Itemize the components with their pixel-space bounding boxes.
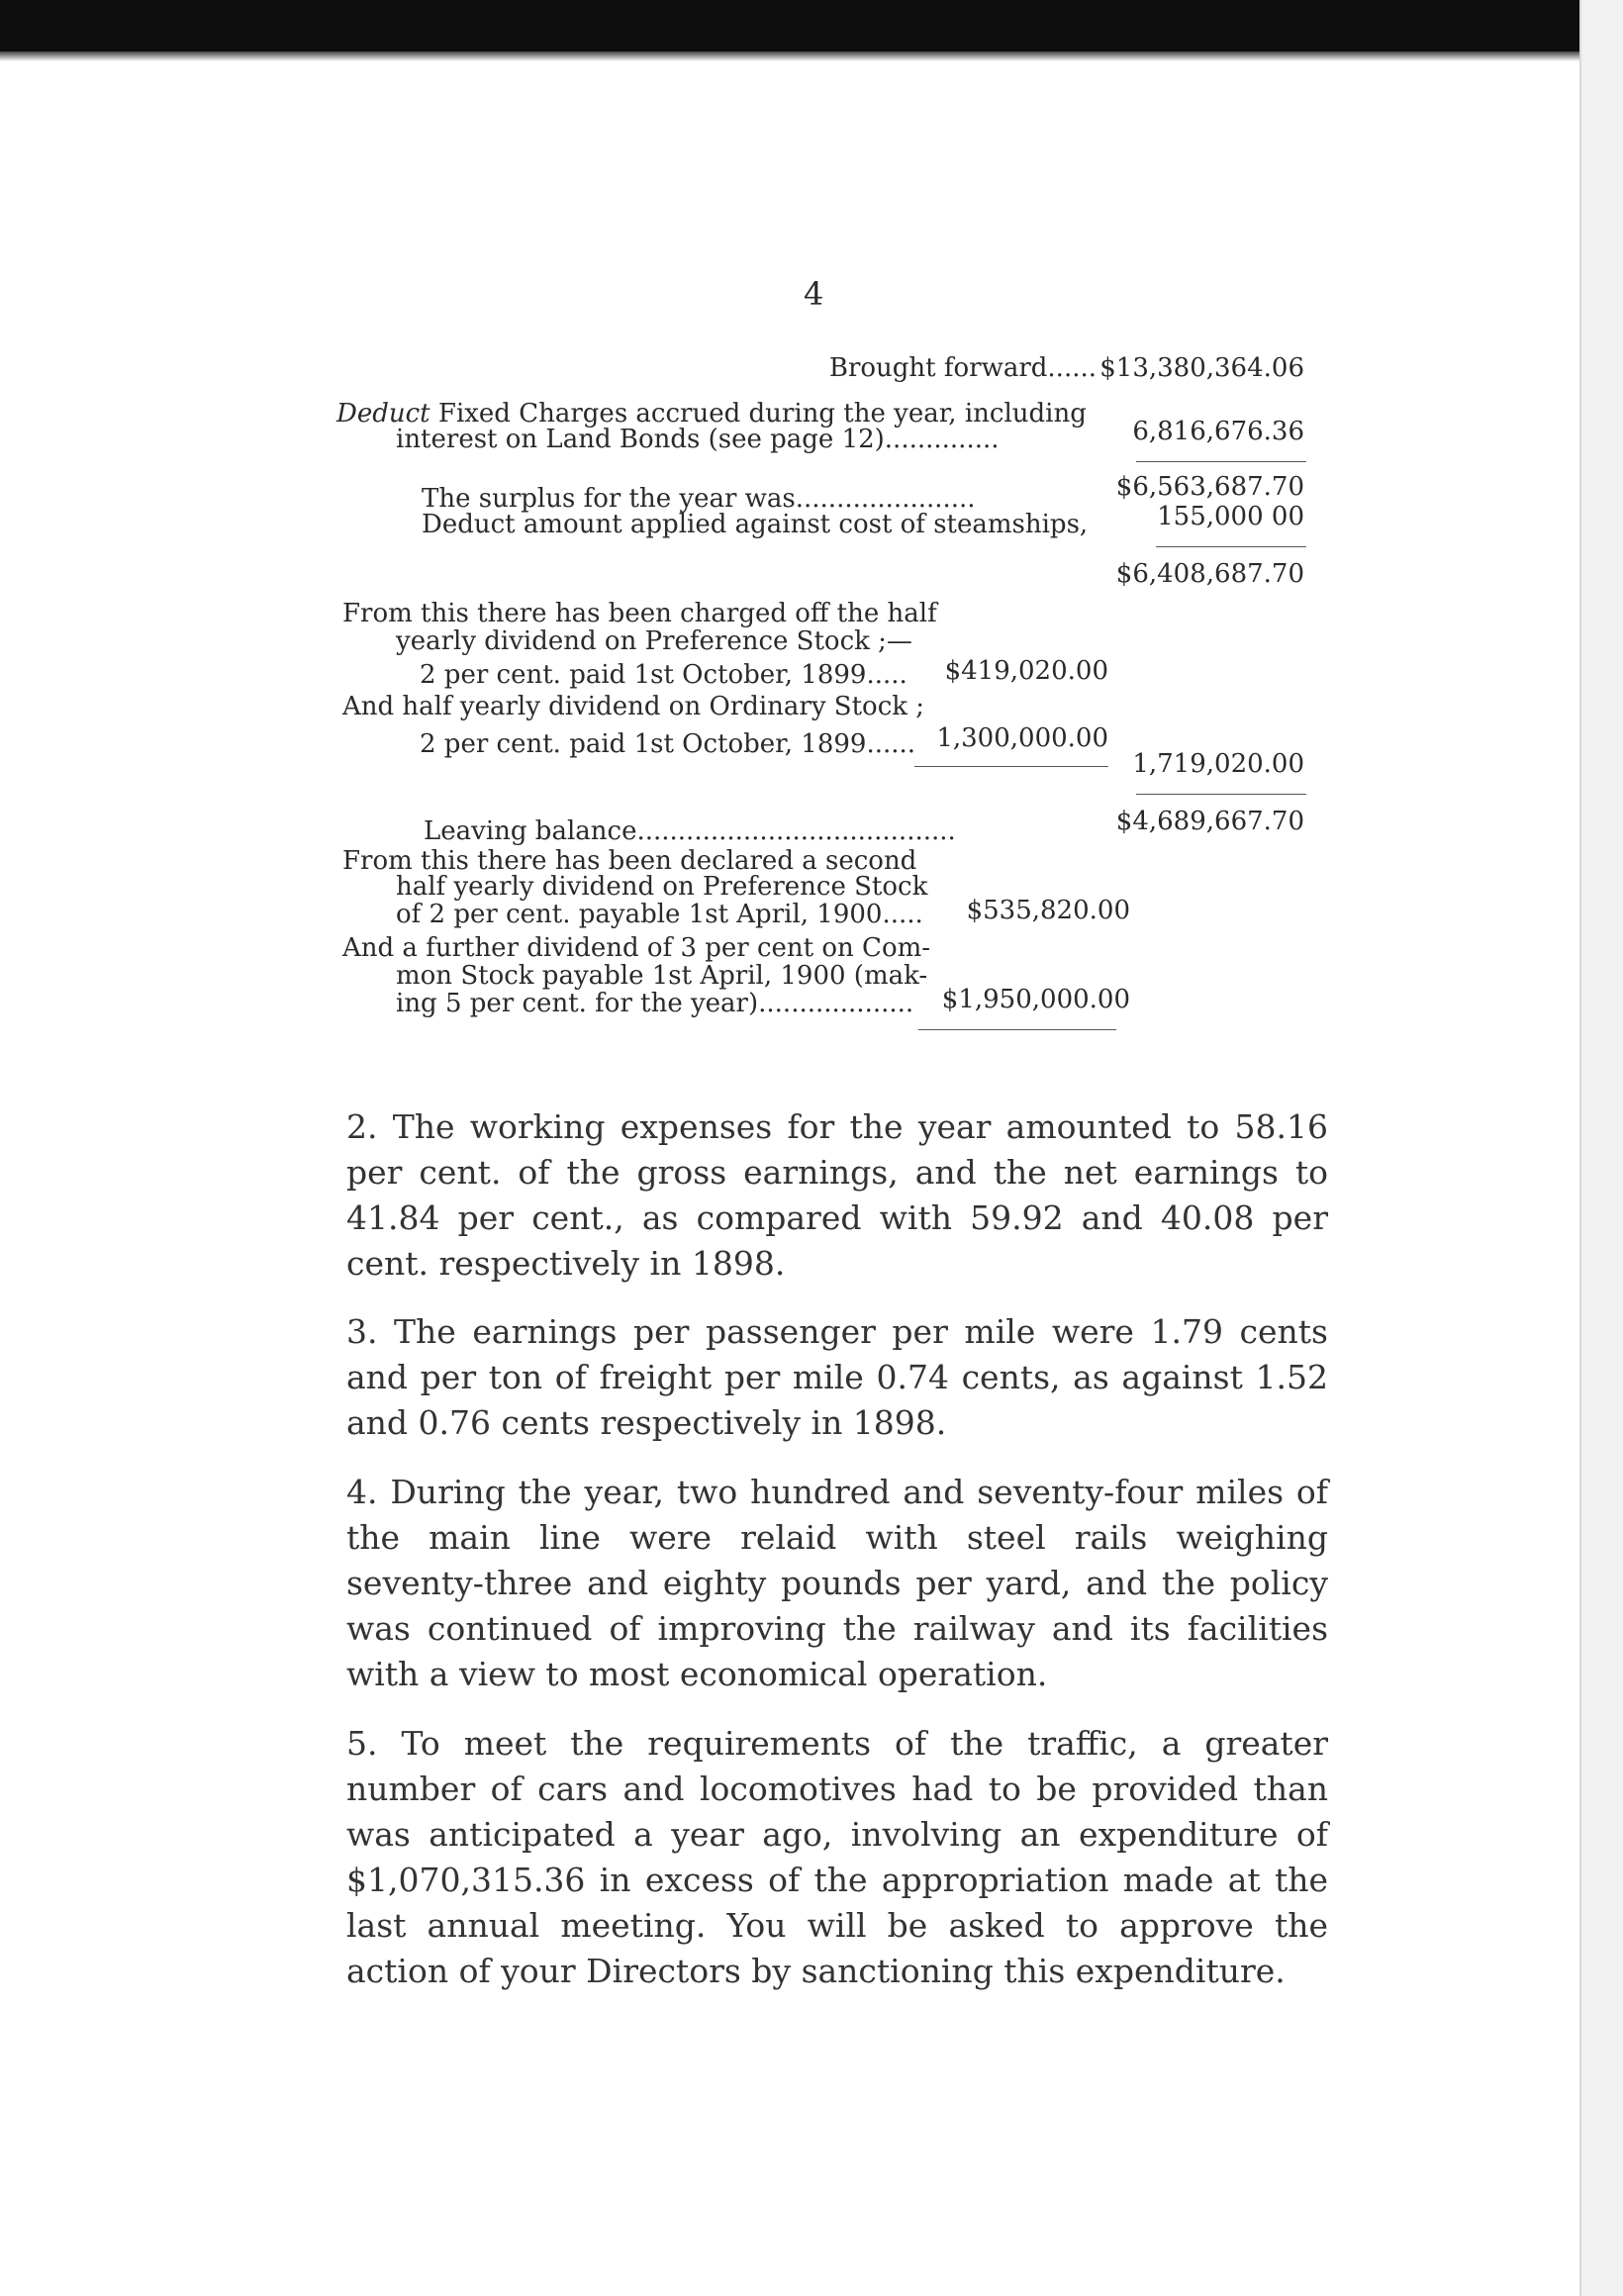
balance-label: Leaving balance....................................... (424, 816, 956, 846)
brought-forward-label: Brought forward...... (828, 353, 1097, 383)
rule (1136, 461, 1306, 462)
charged-off-line-1: From this there has been charged off the half (342, 599, 937, 628)
paragraph-equipment: 5. To meet the requirements of the traffic, a greater number of cars and locomotives had to be provided than was anticipated a year ago, involving an expenditure of $1,070,315.36 in excess of the appropriation made at the last annual meeting. You will be asked to approve the action of your Directors by sanctioning this expenditure. (346, 1724, 1328, 1990)
fixed-charges-line-2: interest on Land Bonds (see page 12).............. (396, 425, 1000, 454)
brought-forward-amount: $13,380,364.06 (1099, 353, 1304, 383)
paragraph-working-expenses: 2. The working expenses for the year amounted to 58.16 per cent. of the gross earnings, and the net earnings to 41.84 per cent., as compared with 59.92 and 40.08 per cent. respectively in 1898. (346, 1107, 1328, 1283)
ordinary-dividend-amount: 1,300,000.00 (936, 723, 1108, 753)
fixed-charges-line-1 (336, 400, 1087, 428)
deduct-lead: Deduct (336, 399, 430, 429)
declared-line-5: mon Stock payable 1st April, 1900 (mak- (396, 961, 928, 991)
rule (914, 766, 1108, 767)
fixed-charges-text: Fixed Charges accrued during the year, including (437, 399, 1087, 429)
page-number: 4 (804, 275, 824, 313)
charged-off-line-3: And half yearly dividend on Ordinary Stock ; (342, 692, 925, 721)
surplus-label: The surplus for the year was...................... (422, 484, 976, 514)
declared-line-4: And a further dividend of 3 per cent on Com- (342, 933, 931, 963)
steamships-label: Deduct amount applied against cost of steamships, (422, 510, 1089, 539)
charged-off-line-2: yearly dividend on Preference Stock ;— (396, 626, 912, 656)
common-dividend-amount: $1,950,000.00 (941, 985, 1130, 1014)
rule (1156, 546, 1306, 547)
fixed-charges-amount: 6,816,676.36 (1132, 417, 1304, 446)
preference-dividend-label: 2 per cent. paid 1st October, 1899..... (420, 660, 907, 690)
declared-line-2: half yearly dividend on Preference Stock (396, 872, 928, 902)
paragraph-rails: 4. During the year, two hundred and seventy-four miles of the main line were relaid with steel rails weighing seventy-three and eighty pounds per yard, and the policy was continued of improving the railway and its facilities with a view to most economical operation. (346, 1473, 1328, 1693)
preference-dividend-amount: $419,020.00 (944, 656, 1108, 686)
rule (1136, 794, 1306, 795)
balance-amount: $4,689,667.70 (1115, 807, 1304, 836)
declared-line-3: of 2 per cent. payable 1st April, 1900..... (396, 900, 923, 929)
declared-line-1: From this there has been declared a second (342, 846, 917, 876)
declared-line-6: ing 5 per cent. for the year)................... (396, 989, 914, 1018)
steamships-amount: 155,000 00 (1157, 502, 1304, 531)
subtotal-amount: $6,408,687.70 (1115, 559, 1304, 589)
financial-ledger (0, 0, 1623, 1049)
rule (918, 1029, 1116, 1030)
paragraph-earnings: 3. The earnings per passenger per mile were 1.79 cents and per ton of freight per mile 0.74 cents, as against 1.52 and 0.76 cents respectively in 1898. (346, 1312, 1328, 1442)
surplus-amount: $6,563,687.70 (1115, 472, 1304, 502)
second-preference-amount: $535,820.00 (966, 896, 1130, 925)
ordinary-dividend-label: 2 per cent. paid 1st October, 1899...... (420, 729, 916, 759)
charged-off-total: 1,719,020.00 (1132, 749, 1304, 779)
